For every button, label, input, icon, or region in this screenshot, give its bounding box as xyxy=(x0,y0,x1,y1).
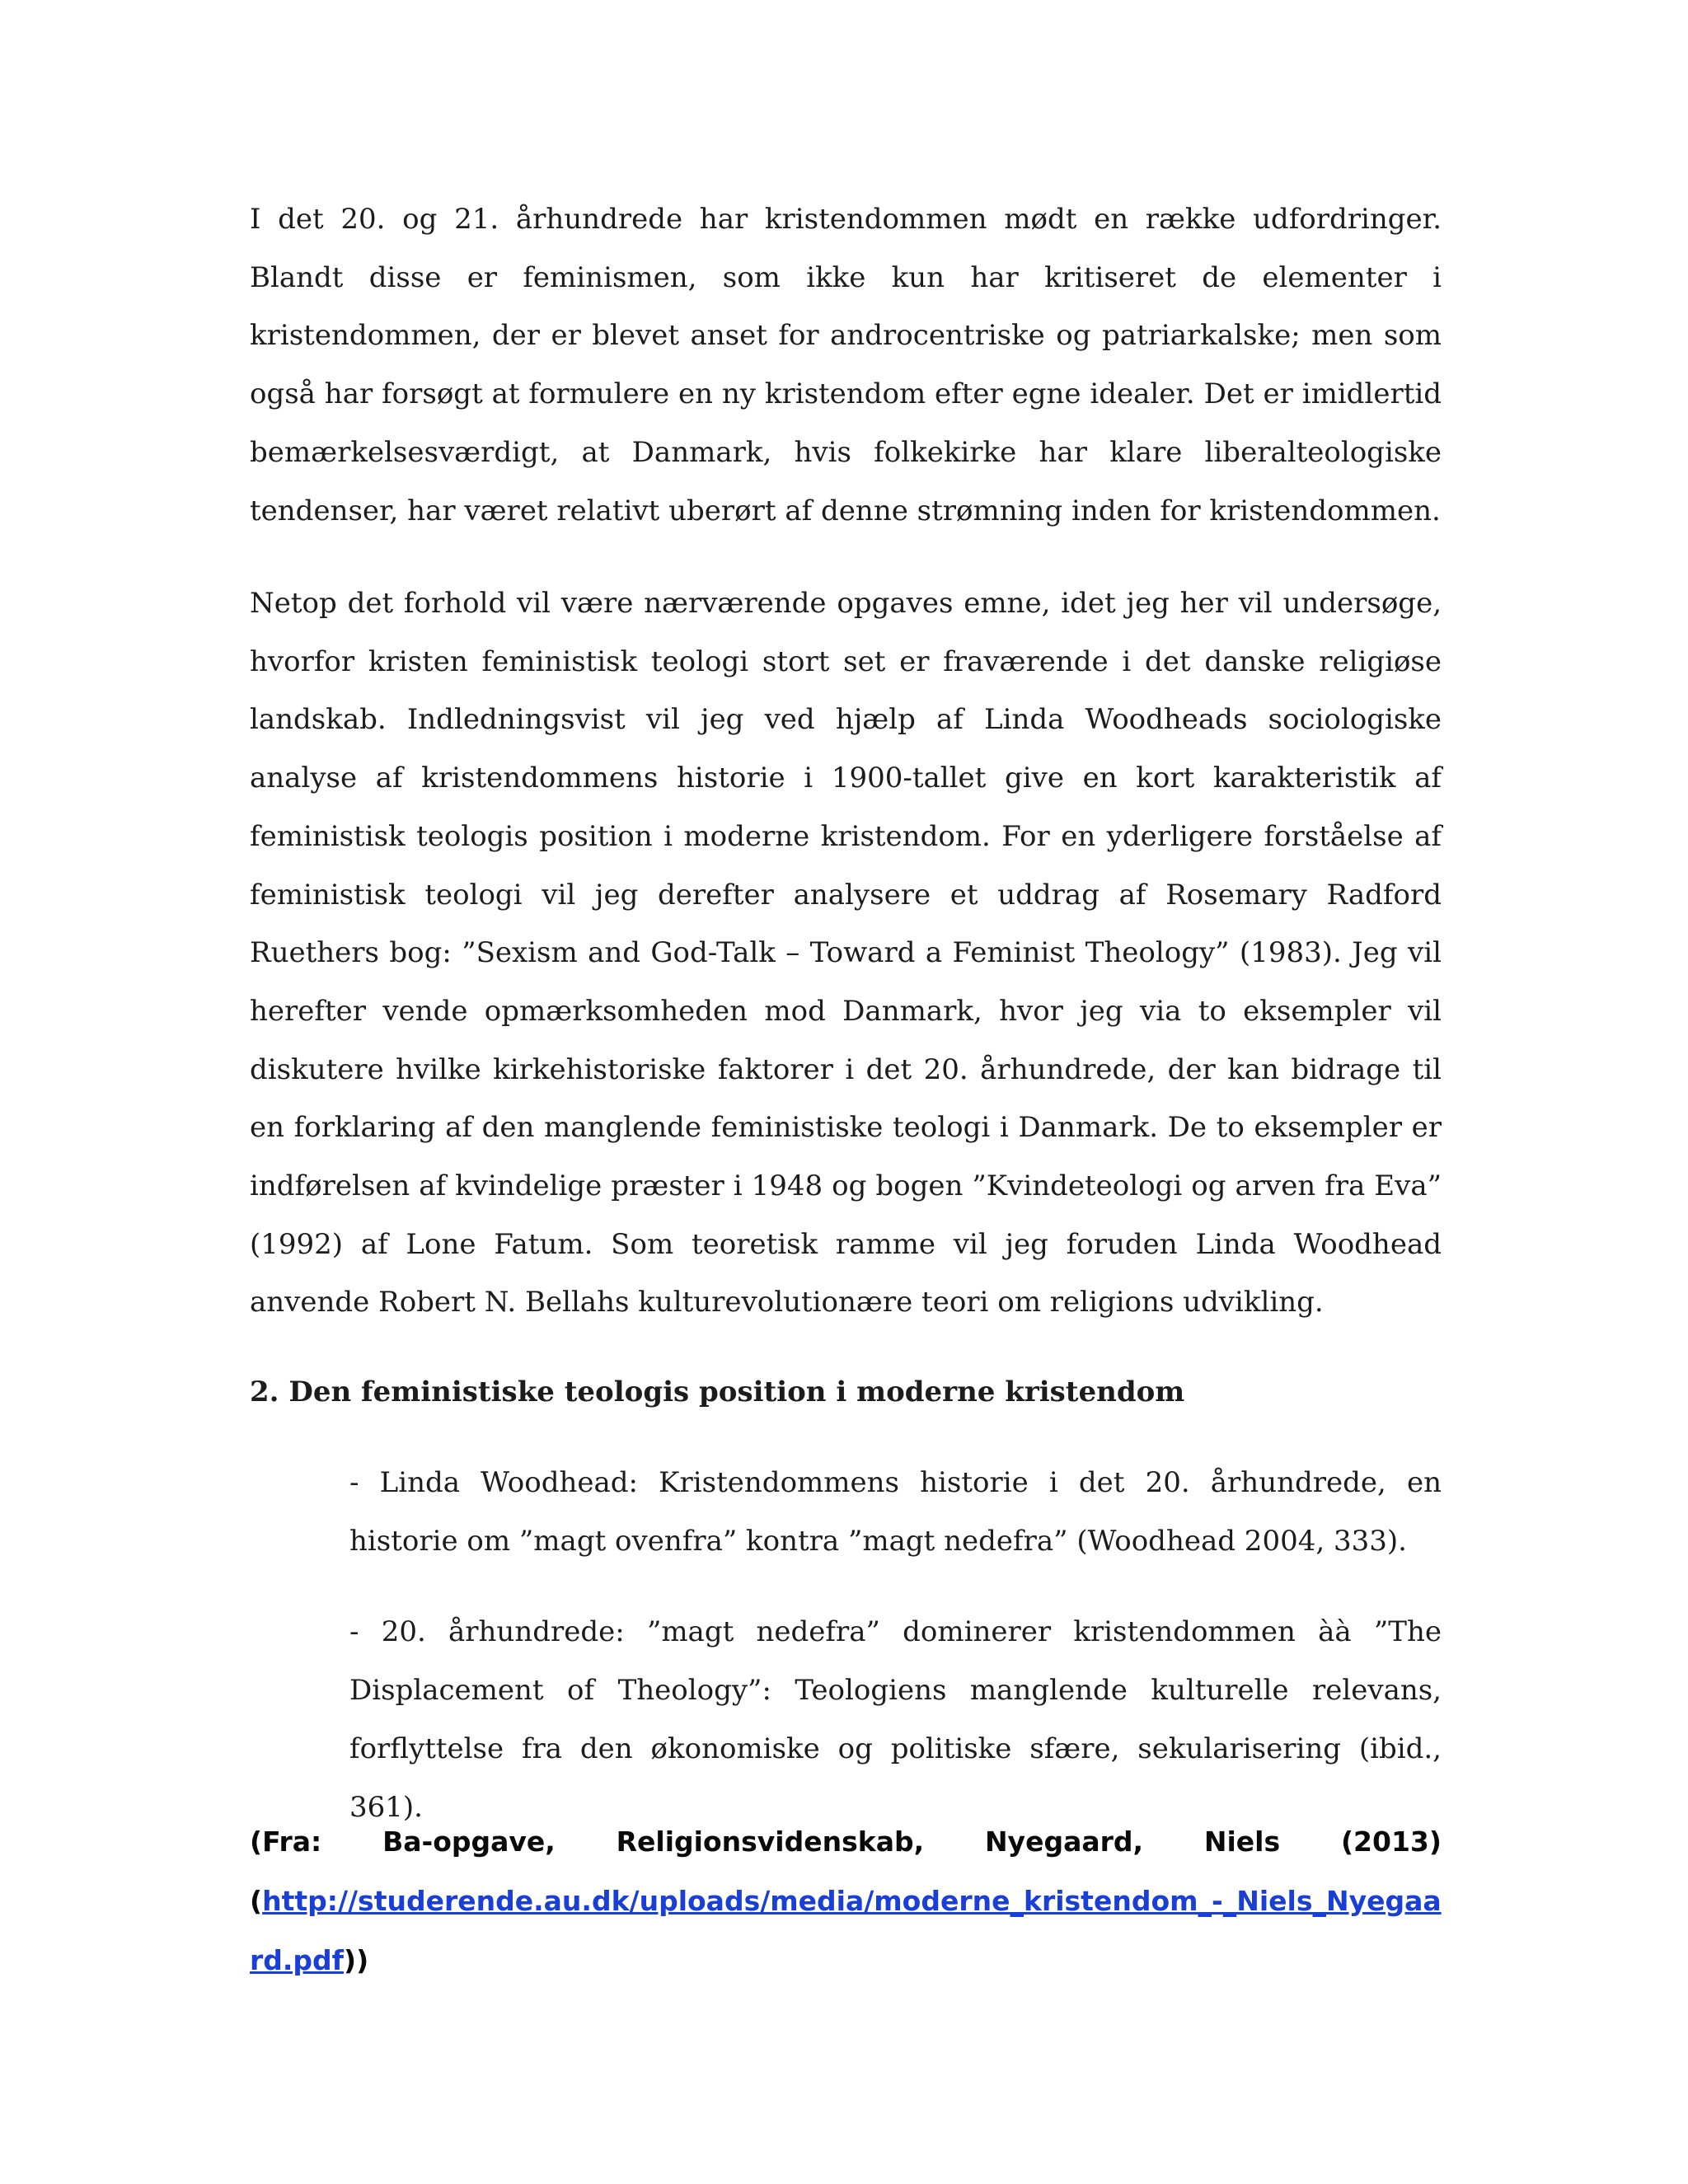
citation-name: Niels xyxy=(1203,1825,1281,1858)
citation-surname: Nyegaard, xyxy=(984,1825,1144,1858)
link-close-paren: )) xyxy=(344,1944,369,1976)
bullet-item: - 20. århundrede: ”magt nedefra” dominerer kristendommen àà ”The Displacement of Theology”: Teologiens manglende kulturelle relevans, forflyttelse fra den økonomiske og politiske sfære, sekularisering (ibid., 361). xyxy=(349,1615,1442,1824)
source-link[interactable]: http://studerende.au.dk/uploads/media/moderne_kristendom_-_Niels_Nyegaard.pdf xyxy=(250,1885,1442,1976)
purpose-paragraph: Netop det forhold vil være nærværende opgaves emne, idet jeg her vil undersøge, hvorfor kristen feministisk teologi stort set er fraværende i det danske religiøse landskab. Indledningsvist vil jeg ved hjælp af Linda Woodheads sociologiske analyse af kristendommens historie i 1900-tallet give en kort karakteristik af feministisk teologis position i moderne kristendom. For en yderligere forståelse af feministisk teologi vil jeg derefter analysere et uddrag af Rosemary Radford Ruethers bog: ”Sexism and God-Talk – Toward a Feminist Theology” (1983). Jeg vil herefter vende opmærksomheden mod Danmark, hvor jeg via to eksempler vil diskutere hvilke kirkehistoriske faktorer i det 20. århundrede, der kan bidrage til en forklaring af den manglende feministiske teologi i Danmark. De to eksempler er indførelsen af kvindelige præster i 1948 og bogen ”Kvindeteologi og arven fra Eva” (1992) af Lone Fatum. Som teoretisk ramme vil jeg foruden Linda Woodhead anvende Robert N. Bellahs kulturevolutionære teori om religions udvikling. xyxy=(250,587,1442,1319)
citation-year: (2013) xyxy=(1340,1825,1442,1858)
link-open-paren: ( xyxy=(250,1885,263,1917)
citation-line xyxy=(250,1812,1442,1872)
citation-field: Religionsvidenskab, xyxy=(616,1825,925,1858)
bullet-item: - Linda Woodhead: Kristendommens historie i det 20. århundrede, en historie om ”magt ovenfra” kontra ”magt nedefra” (Woodhead 2004, 333). xyxy=(349,1466,1442,1558)
citation-open: (Fra: xyxy=(250,1825,322,1858)
citation-link-line xyxy=(250,1872,1442,1990)
citation-type: Ba-opgave, xyxy=(382,1825,556,1858)
intro-paragraph: I det 20. og 21. århundrede har kristendommen mødt en række udfordringer. Blandt disse er feminismen, som ikke kun har kritiseret de elementer i kristendommen, der er blevet anset for androcentriske og patriarkalske; men som også har forsøgt at formulere en ny kristendom efter egne idealer. Det er imidlertid bemærkelsesværdigt, at Danmark, hvis folkekirke har klare liberalteologiske tendenser, har været relativt uberørt af denne strømning inden for kristendommen. xyxy=(250,203,1442,527)
section-heading: 2. Den feministiske teologis position i moderne kristendom xyxy=(250,1376,1185,1408)
source-citation xyxy=(250,1812,1442,1990)
